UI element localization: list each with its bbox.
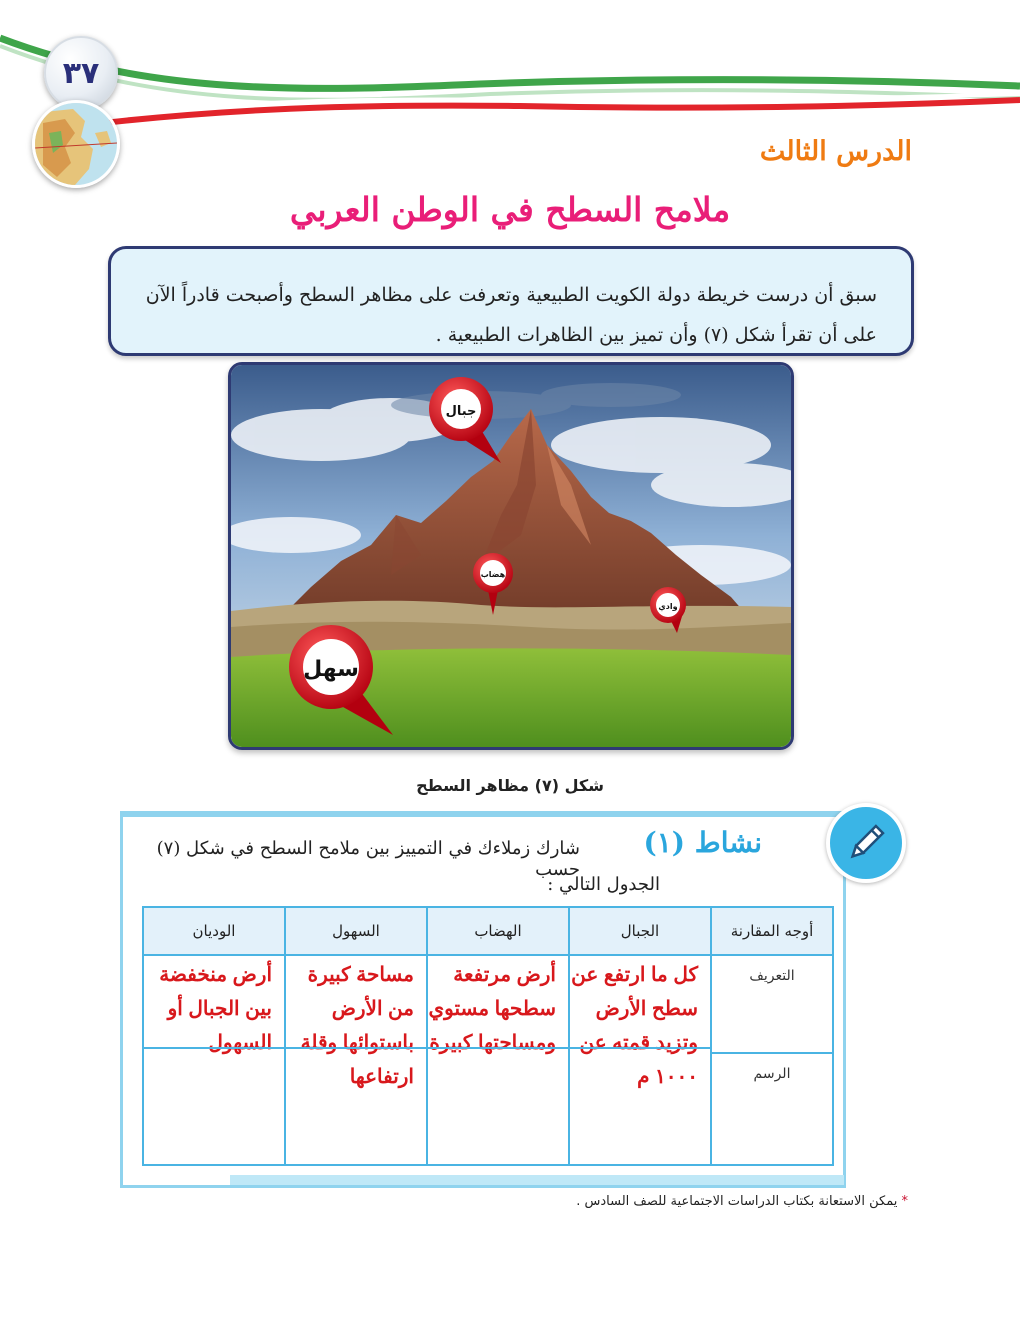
page-number: ٣٧: [62, 55, 100, 91]
answer-mountains: كل ما ارتفع عن سطح الأرض وتزيد قمته عن ١٠٠٠ م: [571, 964, 698, 1088]
pin-plateau-label: هضاب: [480, 570, 506, 579]
figure-caption: شكل (٧) مظاهر السطح: [416, 776, 604, 795]
header-swoosh: [0, 0, 1020, 200]
footnote-text: يمكن الاستعانة بكتاب الدراسات الاجتماعية للصف السادس .: [576, 1194, 898, 1209]
answer-valleys: أرض منخفضة بين الجبال أو السهول: [159, 964, 272, 1054]
row-label-drawing: الرسم: [711, 1053, 833, 1165]
intro-text: [131, 275, 877, 355]
footnote: [576, 1194, 908, 1209]
intro-box: [108, 246, 914, 356]
pin-valley-label: وادي: [658, 602, 678, 611]
activity-instruction-line-2: الجدول التالي :: [547, 874, 660, 895]
row-label-definition: التعريف: [711, 955, 833, 1053]
footnote-star: *: [901, 1194, 908, 1209]
intro-line-2: على أن تقرأ شكل (٧) وأن تميز بين الظاهرات الطبيعية .: [435, 324, 877, 346]
page-number-badge: [44, 36, 118, 110]
header-valleys: الوديان: [143, 907, 285, 955]
intro-line-1: سبق أن درست خريطة دولة الكويت الطبيعية وتعرفت على مظاهر السطح وأصبحت قادراً الآن: [145, 284, 877, 306]
activity-instruction-line-1: شارك زملاءك في التمييز بين ملامح السطح في شكل (٧) حسب: [156, 838, 580, 880]
header-comparison-aspects: أوجه المقارنة: [711, 907, 833, 955]
pencil-icon: [826, 803, 906, 883]
answer-plateaus: أرض مرتفعة سطحها مستوي ومساحتها كبيرة: [428, 964, 556, 1054]
pin-mountains-label: جبال: [445, 404, 477, 419]
header-mountains: الجبال: [569, 907, 711, 955]
lesson-label: الدرس الثالث: [759, 136, 912, 167]
header-plains: السهول: [285, 907, 427, 955]
lesson-title: ملامح السطح في الوطن العربي: [289, 190, 731, 229]
table-row-divider: [142, 906, 832, 1166]
pin-plain-label: سهل: [303, 657, 359, 682]
answer-plains: مساحة كبيرة من الأرض باستوائها وقلة ارتفاعها: [300, 964, 414, 1088]
activity-title: نشاط (١): [643, 826, 762, 859]
landforms-illustration: [228, 362, 794, 750]
kuwait-map-medallion: [32, 100, 120, 188]
header-plateaus: الهضاب: [427, 907, 569, 955]
activity-box-shadow: [230, 1175, 844, 1185]
